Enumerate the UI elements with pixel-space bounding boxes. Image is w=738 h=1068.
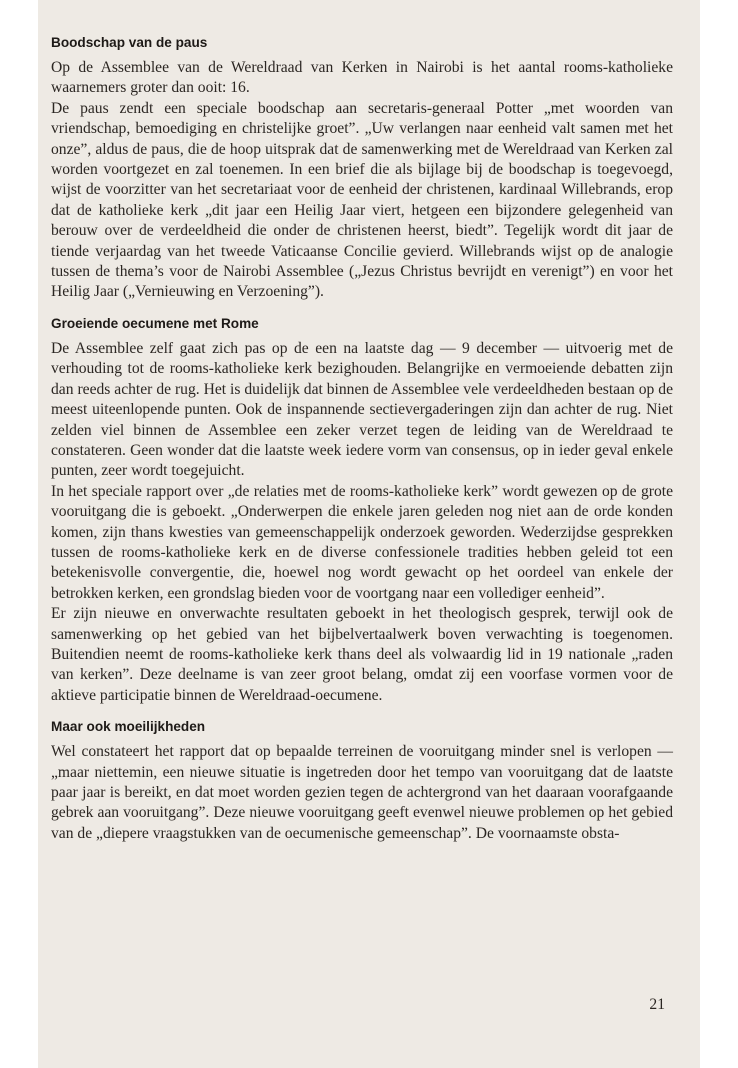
- section-maar-ook-moeilijkheden: [51, 718, 673, 844]
- paragraph: In het speciale rapport over „de relaties met de rooms-katholieke kerk” wordt gewezen op de grote vooruitgang die is geboekt. „Onderwerpen die enkele jaren geleden nog niet aan de orde konden komen, zijn thans kwesties van gemeenschappelijk onderzoek geworden. Wederzijdse gesprekken tussen de rooms-katholieke kerk en de diverse confessionele tradities hebben geleid tot een betekenisvolle convergentie, die, hoewel nog wordt gewacht op het oordeel van enkele der betrokken kerken, een grondslag bieden voor de voortgang naar een vollediger eenheid”.: [51, 482, 673, 602]
- section-heading: Boodschap van de paus: [51, 35, 208, 50]
- document-page: [38, 0, 700, 1068]
- paragraph: De Assemblee zelf gaat zich pas op de een na laatste dag — 9 december — uitvoerig met de verhouding tot de rooms-katholieke kerk bezighouden. Belangrijke en vermoeiende debatten zijn dan reeds achter de rug. Het is duidelijk dat binnen de Assemblee vele verdeeldheden bestaan op de meest uiteenlopende punten. Ook de inspannende sectievergaderingen zijn dan achter de rug. Niet zelden viel binnen de Assemblee een zeker verzet tegen de leiding van de Wereldraad te constateren. Geen wonder dat die laatste week iedere vorm van consensus, op in ieder geval enkele punten, zeer wordt toegejuicht.: [51, 339, 673, 480]
- page-content: [51, 34, 673, 856]
- paragraph: Wel constateert het rapport dat op bepaalde terreinen de vooruitgang minder snel is verlopen — „maar niettemin, een nieuwe situatie is ingetreden door het tempo van vooruitgang dat de laatste paar jaar is bereikt, en dat moet worden gezien tegen de achtergrond van het daaraan voorafgaande gebrek aan vooruitgang”. Deze nieuwe vooruitgang geeft evenwel nieuwe problemen op het gebied van de „diepere vraagstukken van de oecumenische gemeenschap”. De voornaamste obsta-: [51, 743, 673, 842]
- section-heading: Groeiende oecumene met Rome: [51, 315, 259, 331]
- section-groeiende-oecumene: [51, 315, 673, 706]
- paragraph: Op de Assemblee van de Wereldraad van Kerken in Nairobi is het aantal rooms-katholieke waarnemers groter dan ooit: 16.: [51, 59, 673, 97]
- paragraph: Er zijn nieuwe en onverwachte resultaten geboekt in het theologisch gesprek, terwijl ook de samenwerking op het gebied van het bijbelvertaalwerk boven verwachting is toegenomen. Buitendien neemt de rooms-katholieke kerk thans deel als volwaardig lid in 19 nationale „raden van kerken”. Deze deelname is van zeer groot belang, omdat zij een voorfase vormen voor de aktieve participatie binnen de Wereldraad-oecumene.: [51, 605, 673, 704]
- section-heading: Maar ook moeilijkheden: [51, 719, 206, 735]
- page-number: 21: [649, 996, 665, 1013]
- section-boodschap-van-de-paus: [51, 34, 673, 303]
- paragraph: De paus zendt een speciale boodschap aan secretaris-generaal Potter „met woorden van vriendschap, bemoediging en christelijke groet”. „Uw verlangen naar eenheid valt samen met het onze”, aldus de paus, die de hoop uitsprak dat de samenwerking met de Wereldraad van Kerken zal worden voortgezet en zal toenemen. In een brief die als bijlage bij de boodschap is toegevoegd, wijst de voorzitter van het secretariaat voor de eenheid der christenen, kardinaal Willebrands, erop dat de katholieke kerk „dit jaar een Heilig Jaar viert, hetgeen een bijzondere gelegenheid van berouw over de verdeeldheid die onder de christenen heerst, biedt”. Tegelijk wordt dit jaar de tiende verjaardag van het tweede Vaticaanse Concilie gevierd. Willebrands wijst op de analogie tussen de thema’s voor de Nairobi Assemblee („Jezus Christus bevrijdt en verenigt”) en voor het Heilig Jaar („Vernieuwing en Verzoening”).: [51, 99, 673, 301]
